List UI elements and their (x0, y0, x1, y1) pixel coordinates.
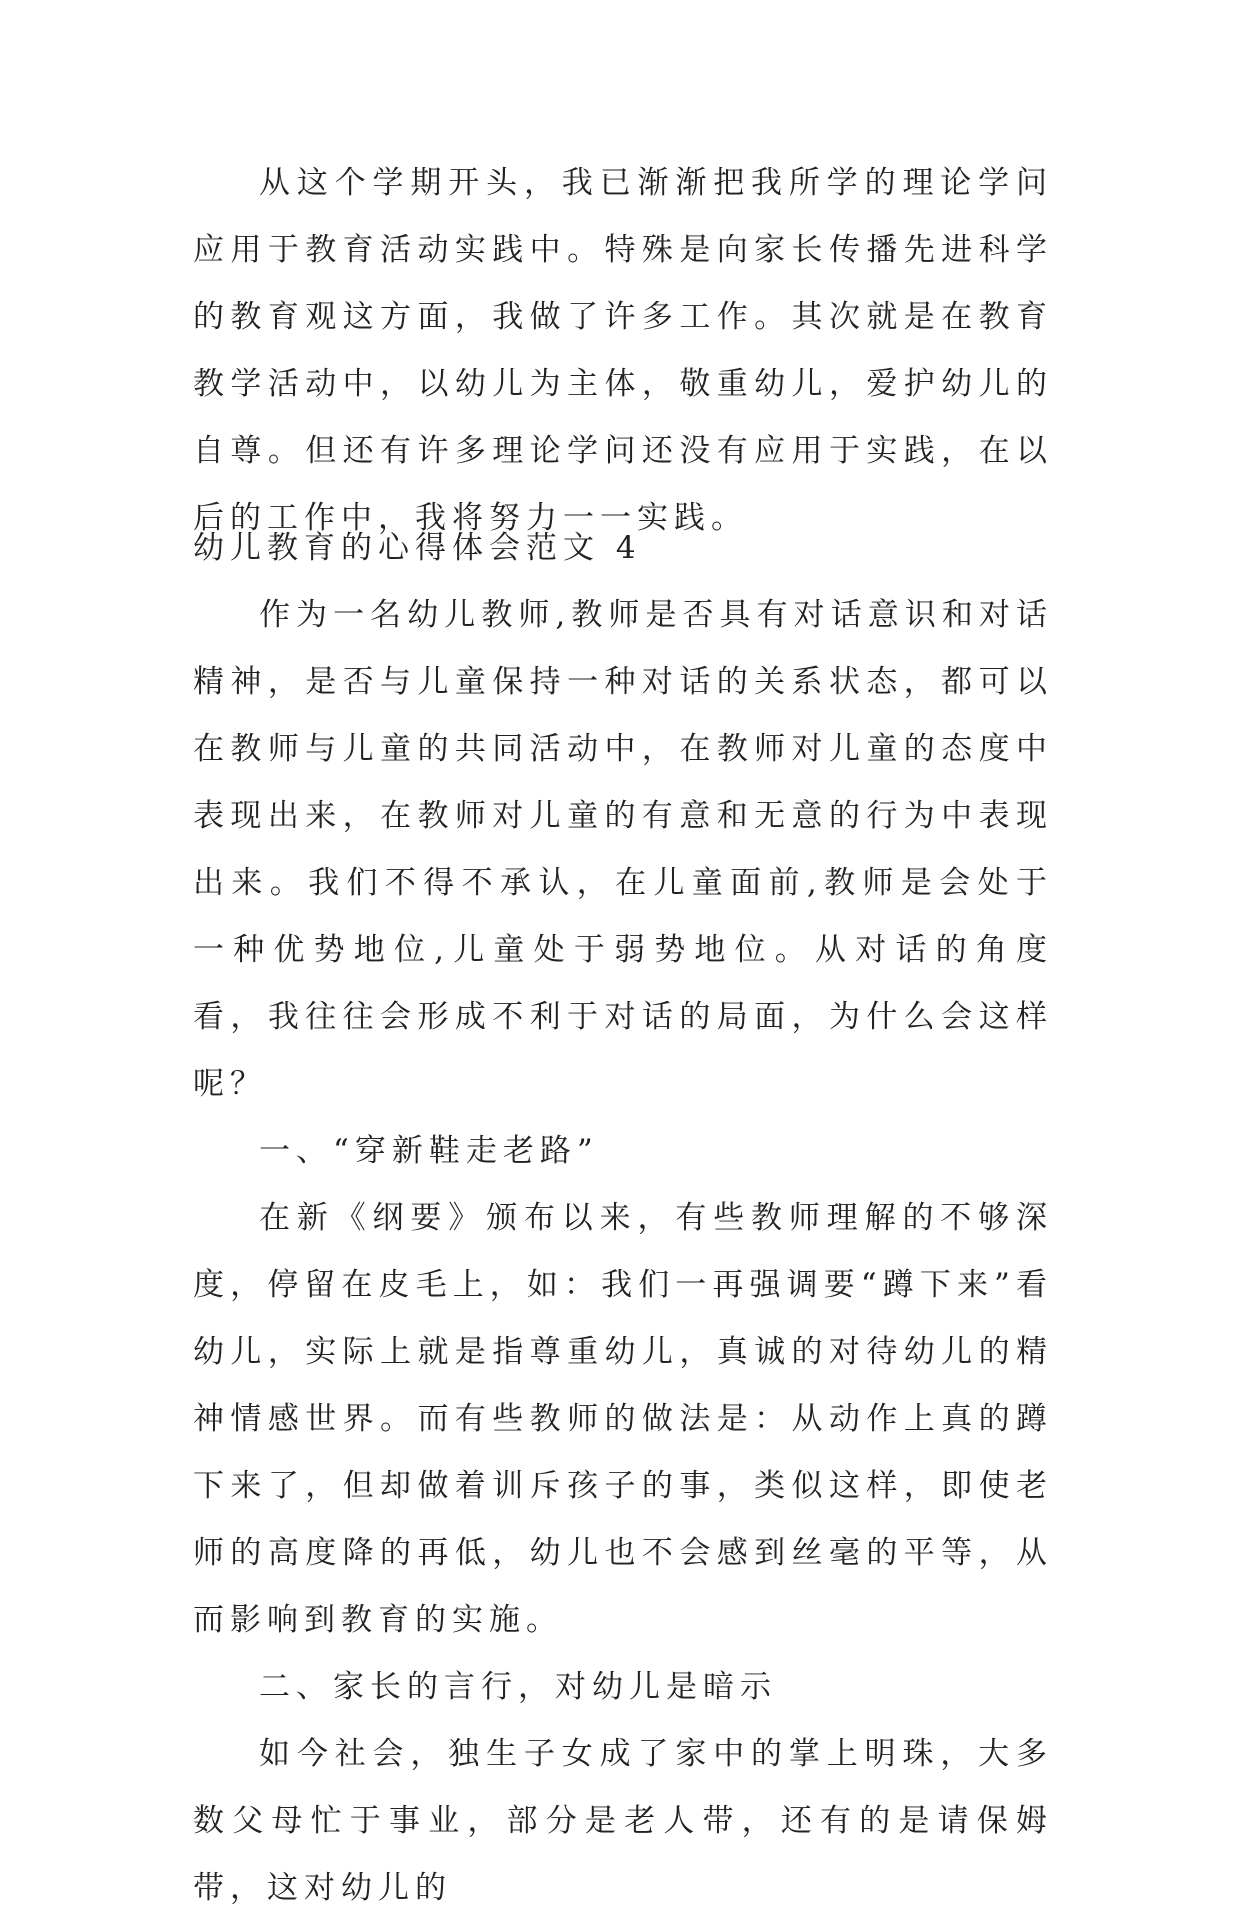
body-paragraph: 在新《纲要》颁布以来，有些教师理解的不够深度，停留在皮毛上，如：我们一再强调要“蹲下来”看幼儿，实际上就是指尊重幼儿，真诚的对待幼儿的精神情感世界。而有些教师的做法是：从动作上真的蹲下来了，但却做着训斥孩子的事，类似这样，即使老师的高度降的再低，幼儿也不会感到丝毫的平等，从而影响到教育的实施。 (193, 1200, 1053, 1638)
body-paragraph: 从这个学期开头，我已渐渐把我所学的理论学问应用于教育活动实践中。特殊是向家长传播先进科学的教育观这方面，我做了许多工作。其次就是在教育教学活动中，以幼儿为主体，敬重幼儿，爱护幼儿的自尊。但还有许多理论学问还没有应用于实践，在以后的工作中，我将努力一一实践。 (193, 165, 1053, 536)
subheading-one: 一、“穿新鞋走老路” (259, 1133, 599, 1169)
section-title: 幼儿教育的心得体会范文 4 (193, 530, 642, 566)
intro-section (193, 150, 1053, 552)
body-paragraph: 作为一名幼儿教师,教师是否具有对话意识和对话精神，是否与儿童保持一种对话的关系状态，都可以在教师与儿童的共同活动中，在教师对儿童的态度中表现出来，在教师对儿童的有意和无意的行为中表现出来。我们不得不承认，在儿童面前,教师是会处于一种优势地位,儿童处于弱势地位。从对话的角度看，我往往会形成不利于对话的局面，为什么会这样呢？ (193, 597, 1053, 1102)
body-paragraph: 如今社会，独生子女成了家中的掌上明珠，大多数父母忙于事业，部分是老人带，还有的是请保姆带，这对幼儿的 (193, 1736, 1053, 1906)
subheading-two: 二、家长的言行，对幼儿是暗示 (259, 1669, 777, 1705)
essay-section-4 (193, 515, 1053, 1922)
